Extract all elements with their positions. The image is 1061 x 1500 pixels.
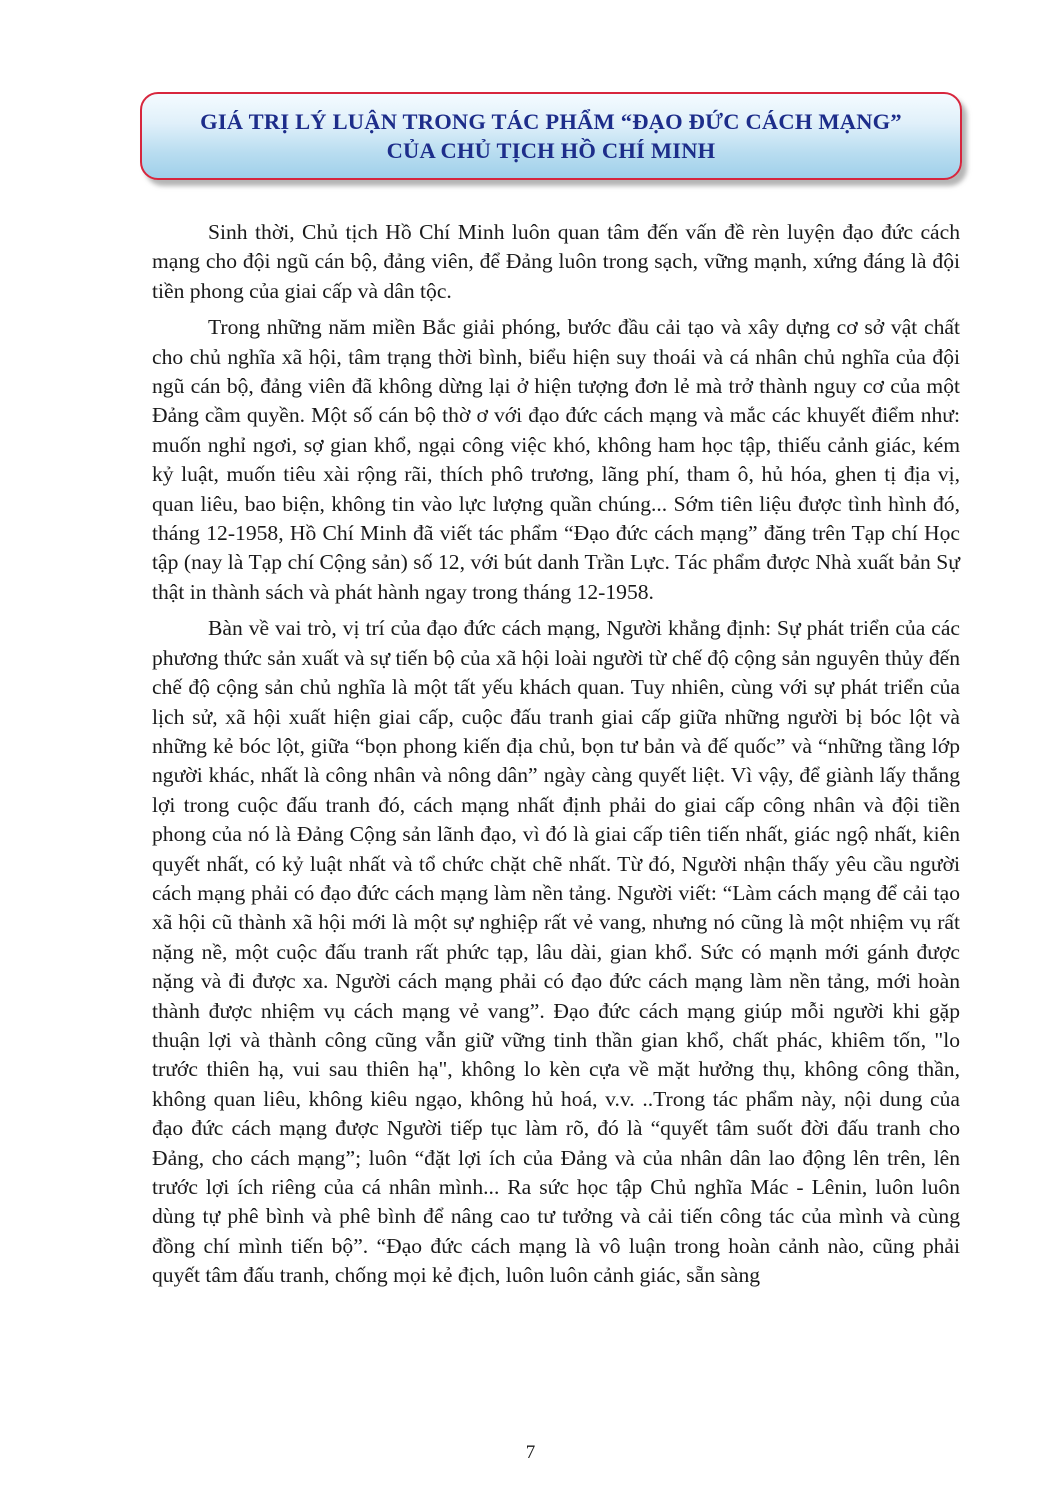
paragraph-role: Bàn về vai trò, vị trí của đạo đức cách mạng, Người khẳng định: Sự phát triển của các phương thức sản xuất và sự tiến bộ của xã hội loài người từ chế độ cộng sản nguyên thủy đến chế độ cộng sản chủ nghĩa là một tất yếu khách quan. Tuy nhiên, cùng với sự phát triển của lịch sử, xã hội xuất hiện giai cấp, cuộc đấu tranh giai cấp giữa những người bị bóc lột và những kẻ bóc lột, giữa “bọn phong kiến địa chủ, bọn tư bản và đế quốc” và “những tầng lớp người khác, nhất là công nhân và nông dân” ngày càng quyết liệt. Vì vậy, để giành lấy thắng lợi trong cuộc đấu tranh đó, cách mạng nhất định phải do giai cấp công nhân và đội tiền phong của nó là Đảng Cộng sản lãnh đạo, vì đó là giai cấp tiên tiến nhất, giác ngộ nhất, kiên quyết nhất, có kỷ luật nhất và tổ chức chặt chẽ nhất. Từ đó, Người nhận thấy yêu cầu người cách mạng phải có đạo đức cách mạng làm nền tảng. Người viết: “Làm cách mạng để cải tạo xã hội cũ thành xã hội mới là một sự nghiệp rất vẻ vang, nhưng nó cũng là một nhiệm vụ rất nặng nề, một cuộc đấu tranh rất phức tạp, lâu dài, gian khổ. Sức có mạnh mới gánh được nặng và đi được xa. Người cách mạng phải có đạo đức cách mạng làm nền tảng, mới hoàn thành được nhiệm vụ cách mạng vẻ vang”. Đạo đức cách mạng giúp mỗi người khi gặp thuận lợi và thành công cũng vẫn giữ vững tinh thần gian khổ, chất phác, khiêm tốn, "lo trước thiên hạ, vui sau thiên hạ", không lo kèn cựa về mặt hưởng thụ, không công thần, không quan liêu, không kiêu ngạo, không hủ hoá, v.v. ..Trong tác phẩm này, nội dung của đạo đức cách mạng được Người tiếp tục làm rõ, đó là “quyết tâm suốt đời đấu tranh cho Đảng, cho cách mạng”; luôn “đặt lợi ích của Đảng và của nhân dân lao động lên trên, lên trước lợi ích riêng của cá nhân mình... Ra sức học tập Chủ nghĩa Mác - Lênin, luôn luôn dùng tự phê bình và phê bình để nâng cao tư tưởng và cải tiến công tác của mình và cùng đồng chí mình tiến bộ”. “Đạo đức cách mạng là vô luận trong hoàn cảnh nào, cũng phải quyết tâm đấu tranh, chống mọi kẻ địch, luôn luôn cảnh giác, sẵn sàng <box>152 616 960 1288</box>
paragraph-intro: Sinh thời, Chủ tịch Hồ Chí Minh luôn quan tâm đến vấn đề rèn luyện đạo đức cách mạng cho đội ngũ cán bộ, đảng viên, để Đảng luôn trong sạch, vững mạnh, xứng đáng là đội tiền phong của giai cấp và dân tộc. <box>152 220 960 303</box>
article-body <box>152 218 960 1298</box>
paragraph-context: Trong những năm miền Bắc giải phóng, bước đầu cải tạo và xây dựng cơ sở vật chất cho chủ nghĩa xã hội, tâm trạng thời bình, biểu hiện suy thoái và cá nhân chủ nghĩa của đội ngũ cán bộ, đảng viên đã không dừng lại ở hiện tượng đơn lẻ mà trở thành nguy cơ của một Đảng cầm quyền. Một số cán bộ thờ ơ với đạo đức cách mạng và mắc các khuyết điểm như: muốn nghỉ ngơi, sợ gian khổ, ngại công việc khó, không ham học tập, thiếu cảnh giác, kém kỷ luật, muốn tiêu xài rộng rãi, thích phô trương, lãng phí, tham ô, hủ hóa, ghen tị địa vị, quan liêu, bao biện, không tin vào lực lượng quần chúng... Sớm tiên liệu được tình hình đó, tháng 12-1958, Hồ Chí Minh đã viết tác phẩm “Đạo đức cách mạng” đăng trên Tạp chí Học tập (nay là Tạp chí Cộng sản) số 12, với bút danh Trần Lực. Tác phẩm được Nhà xuất bản Sự thật in thành sách và phát hành ngay trong tháng 12-1958. <box>152 315 960 604</box>
title-line-1: GIÁ TRỊ LÝ LUẬN TRONG TÁC PHẨM “ĐẠO ĐỨC CÁCH MẠNG” <box>200 109 902 134</box>
page-number: 7 <box>525 1442 536 1463</box>
title-banner <box>140 92 962 180</box>
title-line-2: CỦA CHỦ TỊCH HỒ CHÍ MINH <box>386 138 716 163</box>
